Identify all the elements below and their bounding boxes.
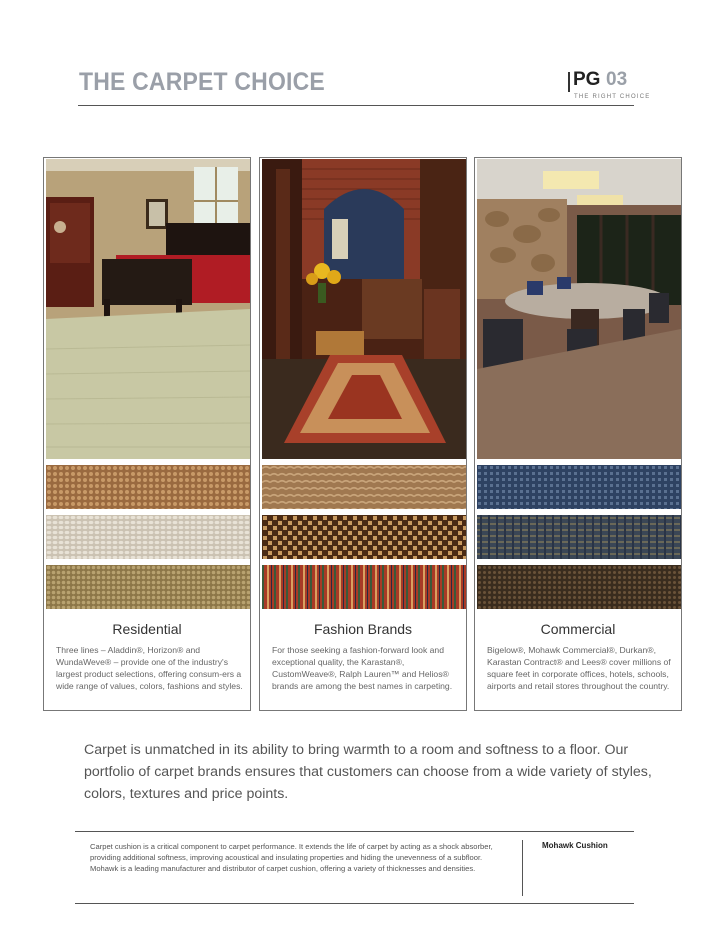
page-title: THE CARPET CHOICE xyxy=(79,68,325,96)
card-title: Fashion Brands xyxy=(313,621,413,637)
cushion-divider xyxy=(522,840,523,896)
commercial-swatch-1 xyxy=(477,465,681,509)
card-title: Residential xyxy=(112,621,182,637)
page-label: PG xyxy=(573,69,601,90)
card-description: For those seeking a fashion-forward look and exceptional quality, the Karastan®, CustomWeave®, Ralph Lauren™ and Helios® brands are among the best names in carpeting. xyxy=(272,645,453,691)
fashion-brands-swatch-1 xyxy=(262,465,466,509)
card-title: Commercial xyxy=(540,621,616,637)
cushion-rule-bottom xyxy=(75,903,634,904)
card-description: Bigelow®, Mohawk Commercial®, Durkan®, Karastan Contract® and Lees® cover millions of square feet in corporate offices, hotels, schools, airports and retail stores throughout the country. xyxy=(487,645,671,691)
residential-swatch-3 xyxy=(46,565,250,609)
header-rule xyxy=(78,105,634,106)
card-residential xyxy=(43,157,251,711)
commercial-swatch-3 xyxy=(477,565,681,609)
commercial-swatch-2 xyxy=(477,515,681,559)
page-subtitle: THE RIGHT CHOICE xyxy=(574,94,651,100)
page-marker-bar xyxy=(568,72,570,92)
residential-swatch-2 xyxy=(46,515,250,559)
page-number: 03 xyxy=(606,69,628,90)
cushion-title: Mohawk Cushion xyxy=(542,841,608,850)
cushion-description: Carpet cushion is a critical component to carpet performance. It extends the life of carpet by acting as a shock absorber, providing additional softness, improving acoustical and insulating properties and hiding the unevenness of a subfloor. Mohawk is a leading manufacturer and distributor of carpet cushion, offering a variety of thicknesses and densities. xyxy=(90,842,493,874)
commercial-photo xyxy=(477,159,681,459)
residential-swatch-1 xyxy=(46,465,250,509)
card-commercial xyxy=(474,157,682,711)
card-fashion-brands xyxy=(259,157,467,711)
cushion-rule-top xyxy=(75,831,634,832)
residential-photo xyxy=(46,159,250,459)
fashion-brands-swatch-2 xyxy=(262,515,466,559)
fashion-brands-photo xyxy=(262,159,466,459)
card-description: Three lines – Aladdin®, Horizon® and WundaWeve® – provide one of the industry's largest product selections, offering consum-ers a wide range of values, colors, fashions and styles. xyxy=(56,645,243,691)
intro-paragraph: Carpet is unmatched in its ability to bring warmth to a room and softness to a floor. Our portfolio of carpet brands ensures that customers can choose from a wide variety of styles, colors, textures and price points. xyxy=(84,742,652,802)
fashion-brands-swatch-3 xyxy=(262,565,466,609)
